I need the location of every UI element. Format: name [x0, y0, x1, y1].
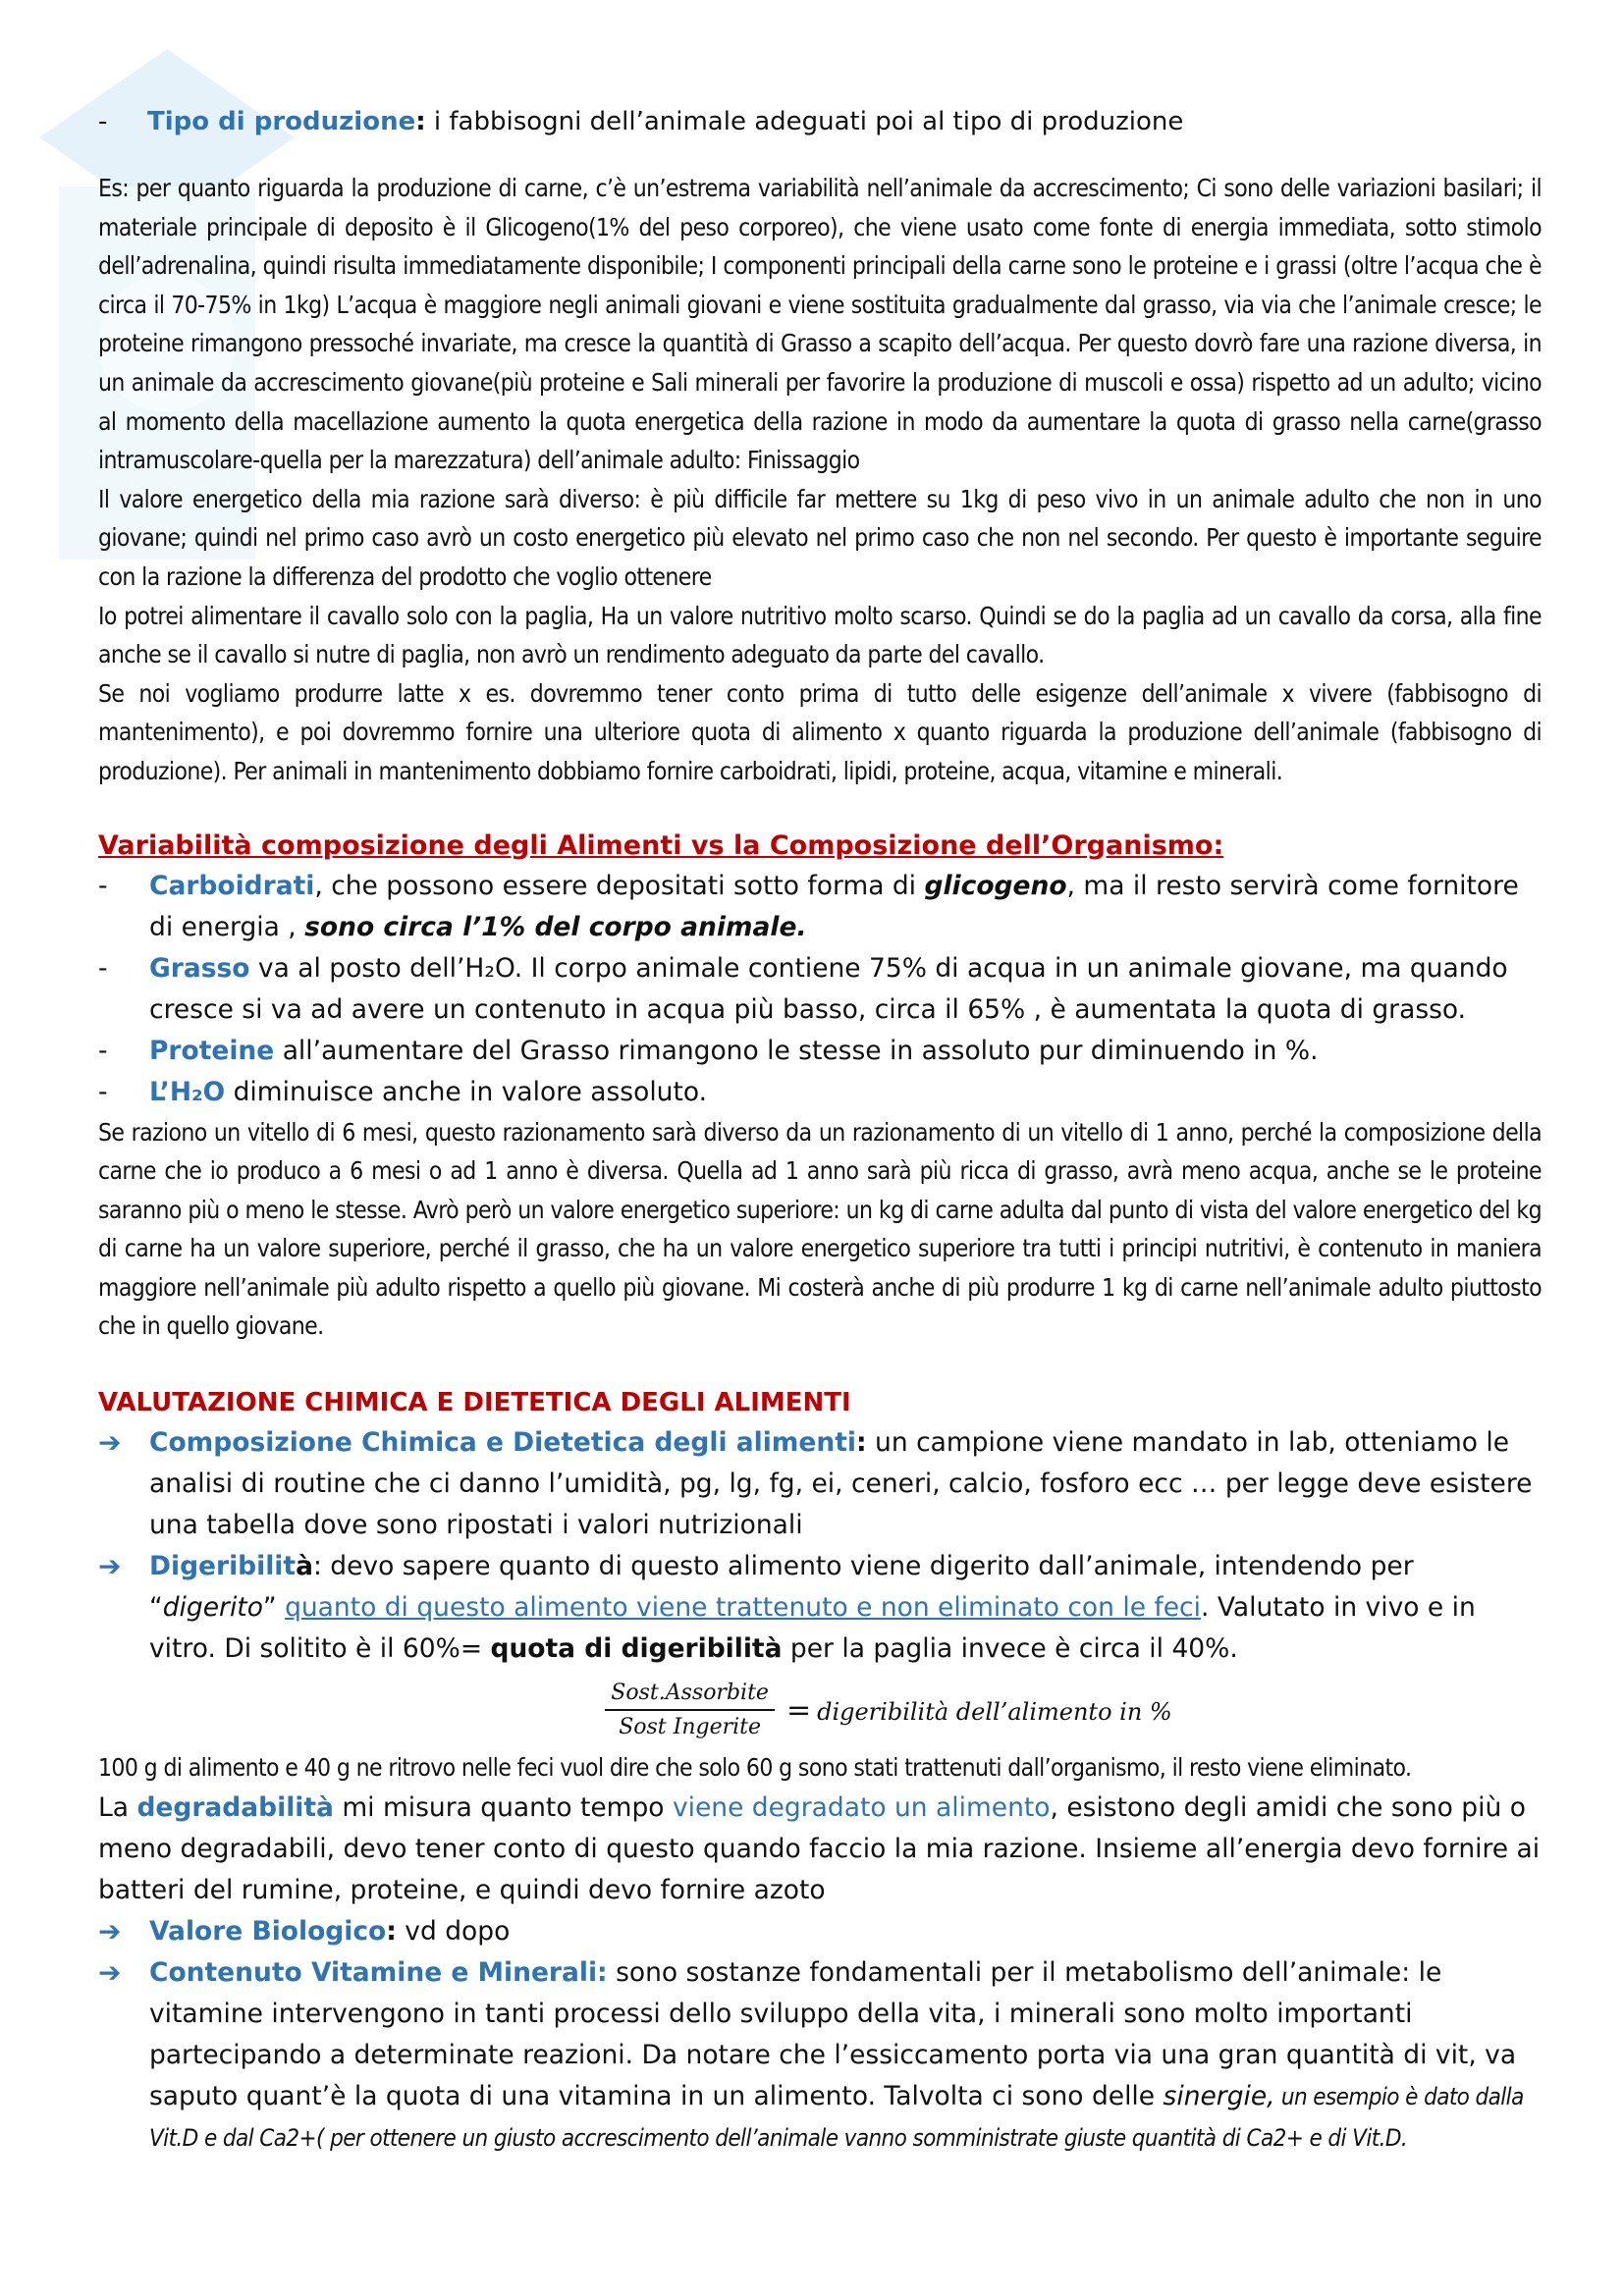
- feci-example: [98, 1748, 1542, 1788]
- es-paragraph: Il valore energetico della mia razione sarà diverso: è più difficile far mettere su 1kg di peso vivo in un animale adulto che non in uno giovane; quindi nel primo caso avrò un costo energetico più elevato nel primo caso che non nel secondo. Per questo è importante seguire con la razione la differenza del prodotto che voglio ottenere: [98, 484, 1542, 591]
- item-text: , che possono essere depositati sotto forma di: [314, 870, 925, 901]
- intro-colon: :: [415, 107, 426, 136]
- par-text: mi misura quanto tempo: [333, 1791, 673, 1823]
- feci-link[interactable]: quanto di questo alimento viene trattenuto e non eliminato con le feci: [285, 1592, 1201, 1624]
- item-label: Valore Biologico: [149, 1915, 387, 1947]
- intro-text: i fabbisogni dell’animale adeguati poi al tipo di produzione: [425, 107, 1184, 136]
- bullet-dash: -: [98, 952, 108, 984]
- example-block: [98, 169, 1542, 791]
- item-emphasis: digerito: [162, 1592, 263, 1624]
- par-bold: degradabilità: [136, 1791, 334, 1823]
- list-item: [98, 866, 1542, 948]
- arrow-right-icon: ➔: [98, 1550, 122, 1583]
- item-label: Digeribilit: [149, 1551, 297, 1582]
- vitello-note: [98, 1113, 1542, 1347]
- item-text: all’aumentare del Grasso rimangono le stesse in assoluto pur diminuendo in %.: [274, 1035, 1319, 1066]
- item-label: L’H₂O: [149, 1076, 226, 1107]
- intro-line: [98, 102, 1542, 141]
- item-colon: :: [386, 1915, 397, 1947]
- list-item: [98, 1072, 1542, 1113]
- list-item: [98, 1546, 1542, 1670]
- formula-result: [786, 1693, 1172, 1728]
- item-emphasis: sinergie,: [1163, 2080, 1275, 2111]
- evaluation-heading: VALUTAZIONE CHIMICA E DIETETICA DEGLI ALIMENTI: [98, 1388, 851, 1418]
- item-label-end: à: [296, 1551, 313, 1582]
- item-text: sono sostanze fondamentali per il metabolismo dell’animale: le vitamine intervengono in tanti processi dello sviluppo della vita, i minerali sono molto importanti partecipando a determinate reazioni. Da notare che l’essiccamento porta via una gran quantità di vit, va saputo quant’è la quota di una vitamina in un alimento. Talvolta ci sono delle: [149, 1956, 1517, 2111]
- es-paragraph: Io potrei alimentare il cavallo solo con la paglia, Ha un valore nutritivo molto scarso. Quindi se do la paglia ad un cavallo da corsa, alla fine anche se il cavallo si nutre di paglia, non avrò un rendimento adeguato da parte del cavallo.: [98, 601, 1542, 669]
- item-text: vd dopo: [396, 1915, 511, 1947]
- list-item: [98, 948, 1542, 1031]
- list-item: [98, 1031, 1542, 1072]
- item-colon: :: [856, 1427, 867, 1459]
- fraction-denominator: Sost Ingerite: [619, 1715, 762, 1740]
- equals-sign: =: [785, 1692, 812, 1728]
- item-text: diminuisce anche in valore assoluto.: [225, 1076, 708, 1107]
- par-blue: viene degradato un alimento: [672, 1791, 1051, 1823]
- evaluation-list-2: [98, 1911, 1542, 2159]
- formula-result-text: digeribilità dell’alimento in %: [817, 1697, 1172, 1726]
- item-label: Composizione Chimica e Dietetica degli alimenti: [149, 1427, 857, 1459]
- item-text: ”: [262, 1592, 286, 1624]
- intro-label: Tipo di produzione: [147, 107, 416, 136]
- bullet-dash: -: [98, 870, 108, 901]
- bullet-dash: -: [98, 1035, 108, 1066]
- list-item: [98, 1952, 1542, 2159]
- item-label: Carboidrati: [149, 870, 315, 901]
- arrow-right-icon: ➔: [98, 1914, 122, 1948]
- arrow-right-icon: ➔: [98, 1955, 122, 1989]
- es-paragraph: Es: per quanto riguarda la produzione di carne, c’è un’estrema variabilità nell’animale da accrescimento; Ci sono delle variazioni basilari; il materiale principale di deposito è il Glicogeno(1% del peso corporeo), che viene usato come fonte di energia immediata, sotto stimolo dell’adrenalina, quindi risulta immediatamente disponibile; I componenti principali della carne sono le proteine e i grassi (oltre l’acqua che è circa il 70-75% in 1kg) L’acqua è maggiore negli animali giovani e viene sostituita gradualmente dal grasso, via via che l’animale cresce; le proteine rimangono pressoché invariate, ma cresce la quantità di Grasso a scapito dell’acqua. Per questo dovrò fare una razione diversa, in un animale da accrescimento giovane(più proteine e Sali minerali per favorire la produzione di muscoli e ossa) rispetto ad un adulto; vicino al momento della macellazione aumento la quota energetica della razione in modo da aumentare la quota di grasso nella carne(grasso intramuscolare-quella per la marezzatura) dell’animale adulto: Finissaggio: [98, 174, 1542, 475]
- variability-list: [98, 866, 1542, 1113]
- par-text: La: [98, 1791, 137, 1823]
- bullet-dash: -: [98, 1076, 108, 1107]
- item-emphasis: glicogeno: [924, 870, 1067, 901]
- item-text: , ma il resto servirà come fornitore di energia ,: [149, 870, 1519, 942]
- es-paragraph: Se noi vogliamo produrre latte x es. dovremmo tener conto prima di tutto delle esigenze dell’animale x vivere (fabbisogno di mantenimento), e poi dovremmo fornire una ulteriore quota di alimento x quanto riguarda la produzione dell’animale (fabbisogno di produzione). Per animali in mantenimento dobbiamo fornire carboidrati, lipidi, proteine, acqua, vitamine e minerali.: [98, 678, 1542, 785]
- item-text: un campione viene mandato in lab, otteniamo le analisi di routine che ci danno l’umidità, pg, lg, fg, ei, ceneri, calcio, fosforo ecc … per legge deve esistere una tabella dove sono ripostati i valori nutrizionali: [149, 1427, 1533, 1541]
- digestibility-formula: [236, 1672, 1542, 1748]
- evaluation-list: [98, 1422, 1542, 1670]
- item-label: Proteine: [149, 1035, 275, 1066]
- arrow-right-icon: ➔: [98, 1426, 122, 1460]
- item-emphasis: sono circa l’1% del corpo animale.: [304, 911, 807, 942]
- fraction: [605, 1681, 775, 1739]
- item-bold: quota di digeribilità: [490, 1633, 783, 1665]
- degradability-paragraph: [98, 1788, 1542, 1911]
- fraction-numerator: Sost.Assorbite: [605, 1681, 775, 1711]
- note-paragraph: Se raziono un vitello di 6 mesi, questo razionamento sarà diverso da un razionamento di un vitello di 1 anno, perché la composizione della carne che io produco a 6 mesi o ad 1 anno è diversa. Quella ad 1 anno sarà più ricca di grasso, avrà meno acqua, anche se le proteine saranno più o meno le stesse. Avrò però un valore energetico superiore: un kg di carne adulta dal punto di vista del valore energetico del kg di carne ha un valore superiore, perché il grasso, che ha un valore energetico superiore tra tutti i principi nutritivi, è contenuto in maniera maggiore nell’animale più adulto rispetto a quello più giovane. Mi costerà anche di più produrre 1 kg di carne nell’animale adulto piuttosto che in quello giovane.: [98, 1117, 1542, 1341]
- item-label: Contenuto Vitamine e Minerali:: [149, 1956, 608, 1988]
- list-item: [98, 1911, 1542, 1952]
- bullet-dash: -: [98, 107, 108, 136]
- par-text: , esistono degli amidi che sono più o meno degradabili, devo tener conto di questo quando faccio la mia razione. Insieme all’energia devo fornire ai batteri del rumine, proteine, e quindi devo fornire azoto: [98, 1791, 1541, 1905]
- item-text: . Valutato in vivo e in vitro. Di solitito è il 60%=: [149, 1592, 1476, 1665]
- example-paragraph: 100 g di alimento e 40 g ne ritrovo nelle feci vuol dire che solo 60 g sono stati trattenuti dall’organismo, il resto viene eliminato.: [98, 1753, 1412, 1783]
- list-item: [98, 1422, 1542, 1546]
- item-text: per la paglia invece è circa il 40%.: [782, 1633, 1238, 1665]
- item-handwritten: un esempio è dato dalla Vit.D e dal Ca2+( per ottenere un giusto accrescimento dell’animale vanno somministrate giuste quantità di Ca2+ e di Vit.D.: [149, 2082, 1524, 2152]
- item-text: va al posto dell’H₂O. Il corpo animale contiene 75% di acqua in un animale giovane, ma quando cresce si va ad avere un contenuto in acqua più basso, circa il 65% , è aumentata la quota di grasso.: [149, 952, 1508, 1025]
- variability-heading: Variabilità composizione degli Alimenti vs la Composizione dell’Organismo:: [98, 829, 1224, 861]
- document-page: [98, 102, 1542, 2159]
- item-text: : devo sapere quanto di questo alimento viene digerito dall’animale, intendendo per “: [149, 1551, 1414, 1624]
- item-label: Grasso: [149, 952, 250, 984]
